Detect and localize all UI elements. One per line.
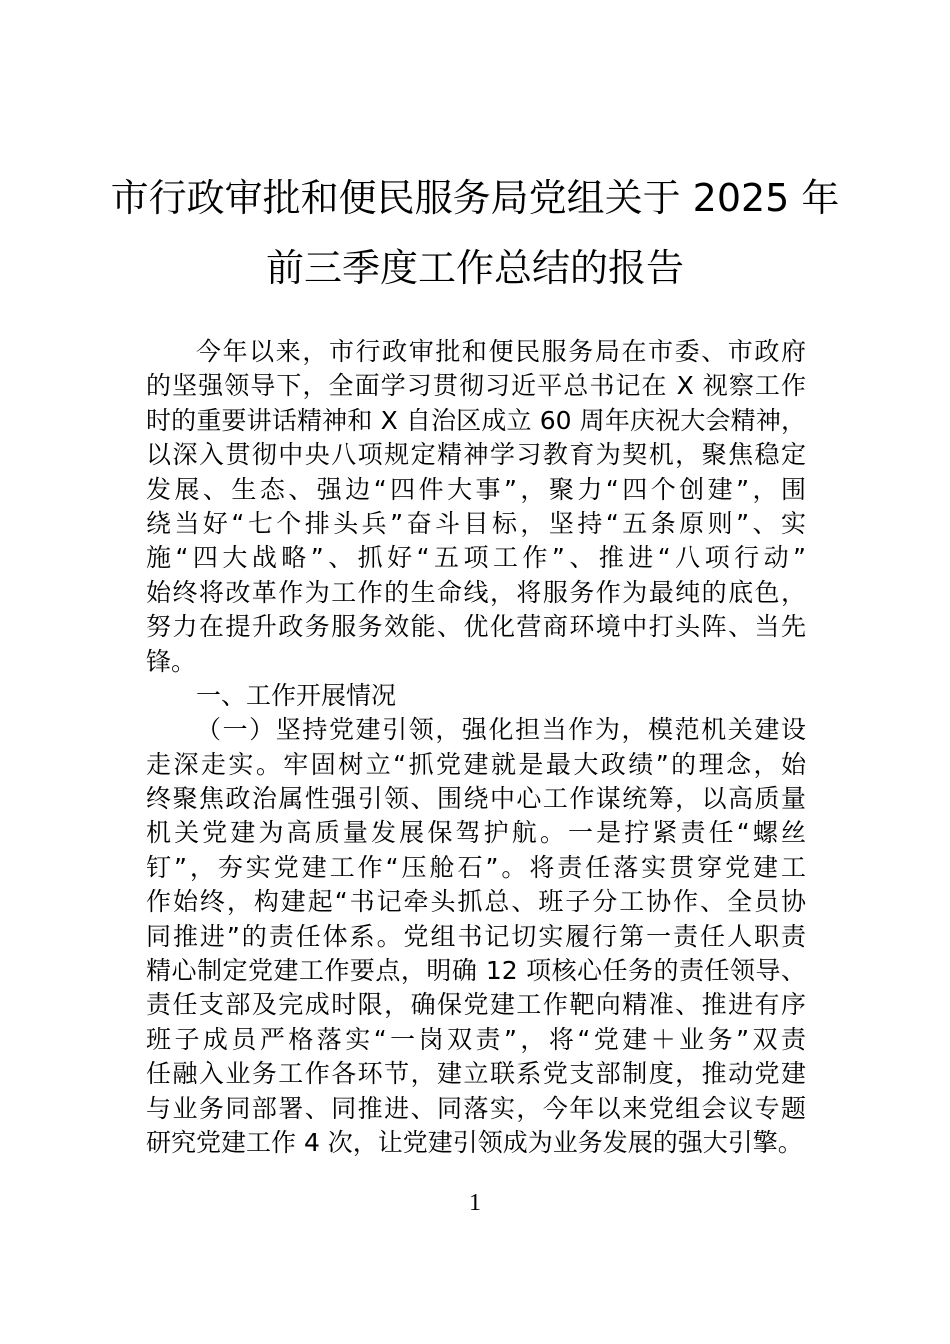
paragraph-1-line: 绕当好“七个排头兵”奋斗目标，坚持“五条原则”、实 bbox=[146, 508, 806, 538]
paragraph-2-line: 与业务同部署、同推进、同落实，今年以来党组会议专题 bbox=[146, 1093, 806, 1123]
paragraph-2-line: 班子成员严格落实“一岗双责”，将“党建＋业务”双责 bbox=[146, 1024, 806, 1054]
paragraph-2-line: 走深走实。牢固树立“抓党建就是最大政绩”的理念，始 bbox=[146, 749, 806, 779]
paragraph-2-line: 精心制定党建工作要点，明确 12 项核心任务的责任领导、 bbox=[146, 956, 806, 986]
document-body bbox=[146, 335, 806, 1160]
paragraph-2-line: 同推进”的责任体系。党组书记切实履行第一责任人职责 bbox=[146, 921, 806, 951]
paragraph-1-line: 以深入贯彻中央八项规定精神学习教育为契机，聚焦稳定 bbox=[146, 440, 806, 470]
paragraph-1-line: 发展、生态、强边“四件大事”，聚力“四个创建”，围 bbox=[146, 474, 806, 504]
document-title-line-2: 前三季度工作总结的报告 bbox=[265, 246, 684, 290]
paragraph-2-line: 责任支部及完成时限，确保党建工作靶向精准、推进有序 bbox=[146, 990, 806, 1020]
document-title-line-1: 市行政审批和便民服务局党组关于 2025 年 bbox=[110, 176, 840, 220]
paragraph-1-line: 始终将改革作为工作的生命线，将服务作为最纯的底色， bbox=[146, 577, 806, 607]
paragraph-1-line: 的坚强领导下，全面学习贯彻习近平总书记在 X 视察工作 bbox=[146, 371, 806, 401]
paragraph-1-line: 锋。 bbox=[146, 646, 197, 676]
paragraph-2-line: 钉”，夯实党建工作“压舱石”。将责任落实贯穿党建工 bbox=[146, 852, 806, 882]
paragraph-2-line: 终聚焦政治属性强引领、围绕中心工作谋统筹，以高质量 bbox=[146, 784, 806, 814]
section-heading: 一、工作开展情况 bbox=[196, 680, 397, 710]
paragraph-1-line: 今年以来，市行政审批和便民服务局在市委、市政府 bbox=[196, 337, 806, 366]
page-number: 1 bbox=[469, 1190, 481, 1216]
paragraph-2-line: 研究党建工作 4 次，让党建引领成为业务发展的强大引擎。 bbox=[146, 1127, 803, 1157]
paragraph-2-line: 任融入业务工作各环节，建立联系党支部制度，推动党建 bbox=[146, 1059, 806, 1089]
paragraph-1-line: 施“四大战略”、抓好“五项工作”、推进“八项行动” bbox=[146, 543, 806, 573]
paragraph-1-line: 努力在提升政务服务效能、优化营商环境中打头阵、当先 bbox=[146, 612, 806, 642]
paragraph-2-line: 作始终，构建起“书记牵头抓总、班子分工协作、全员协 bbox=[146, 887, 806, 917]
paragraph-1-line: 时的重要讲话精神和 X 自治区成立 60 周年庆祝大会精神， bbox=[146, 405, 806, 435]
paragraph-2-line: 机关党建为高质量发展保驾护航。一是拧紧责任“螺丝 bbox=[146, 818, 806, 848]
paragraph-2-line: （一）坚持党建引领，强化担当作为，模范机关建设 bbox=[196, 715, 806, 745]
